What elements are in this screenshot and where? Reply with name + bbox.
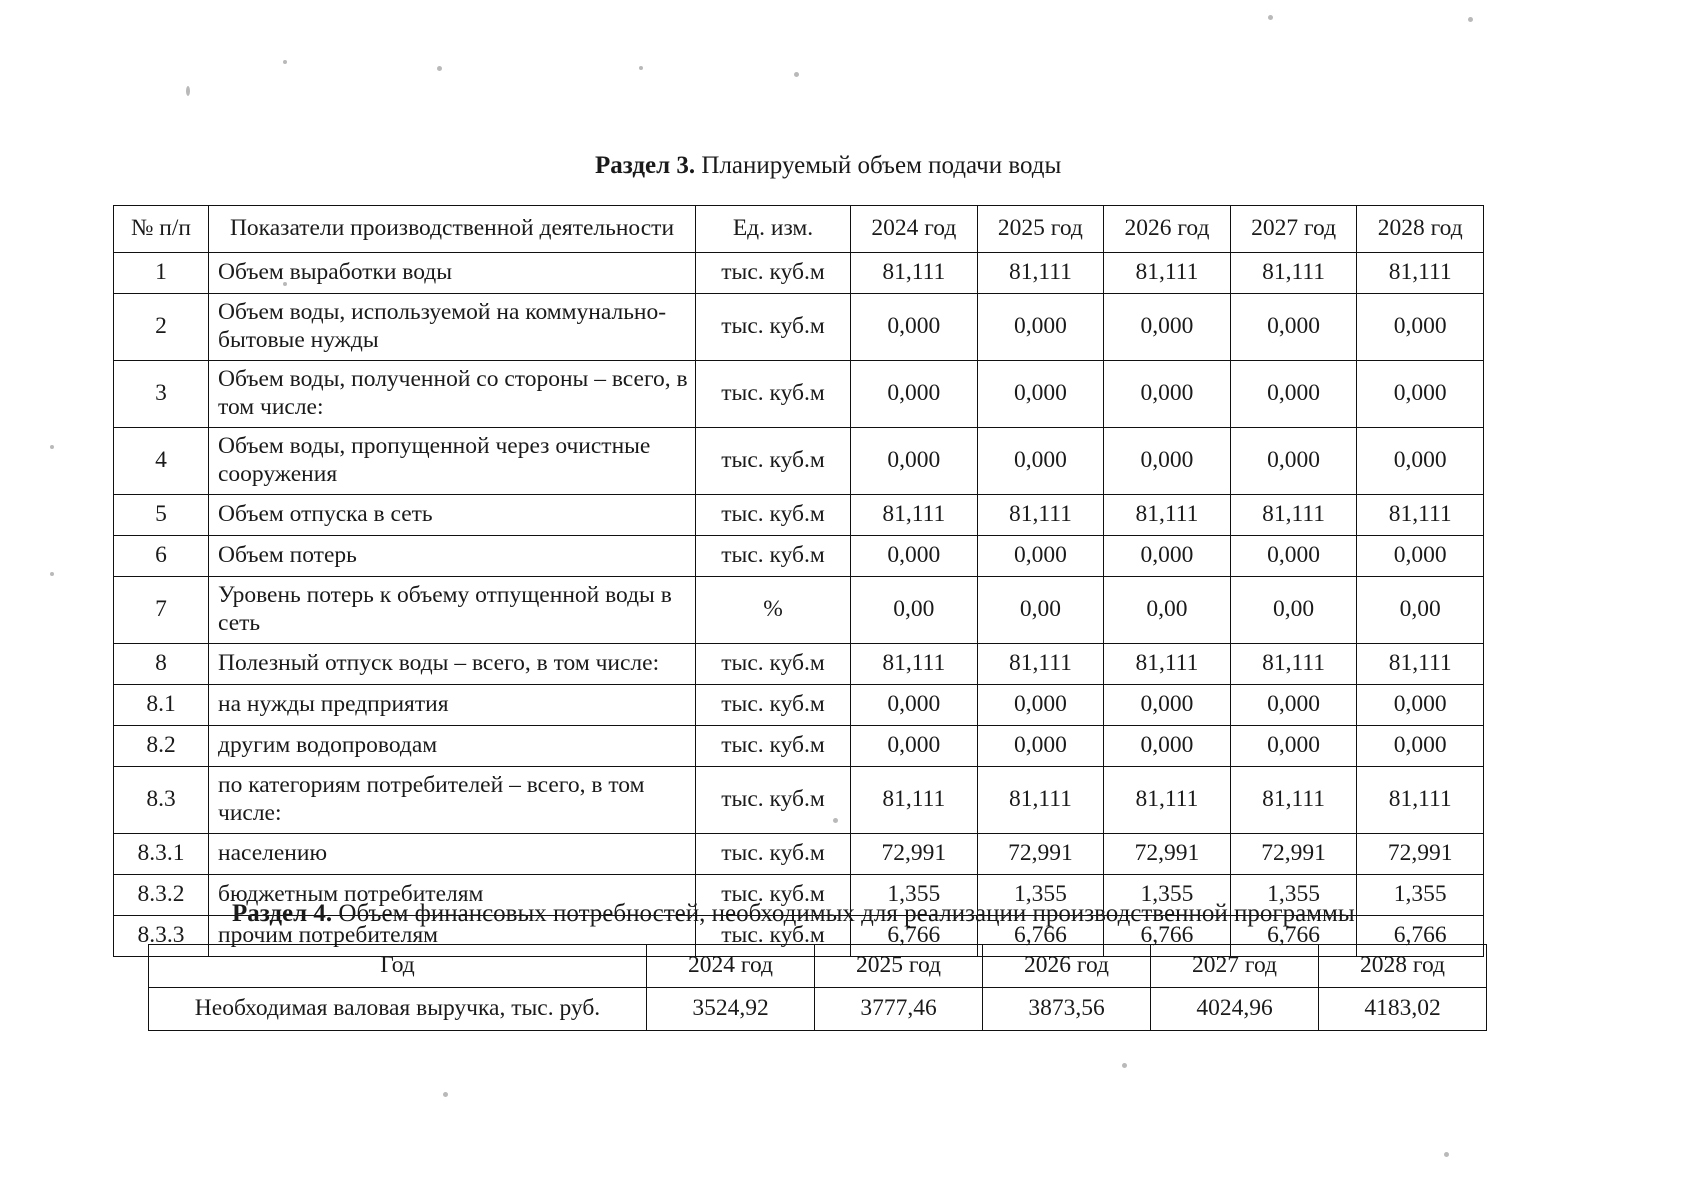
row-value-2025: 6,766 xyxy=(977,916,1104,957)
row-number: 5 xyxy=(114,495,209,536)
section-4-heading xyxy=(232,900,1355,928)
row-value-2025: 0,00 xyxy=(977,577,1104,644)
scan-speckle xyxy=(1468,17,1473,22)
row-indicator: Объем отпуска в сеть xyxy=(209,495,696,536)
row-value-2028: 81,111 xyxy=(1357,644,1484,685)
table-header-row xyxy=(114,206,1484,253)
row-value-2024: 81,111 xyxy=(851,253,978,294)
row-value-2025: 3777,46 xyxy=(815,988,983,1031)
row-value-2025: 0,000 xyxy=(977,536,1104,577)
row-value-2026: 3873,56 xyxy=(983,988,1151,1031)
row-value-2028: 0,000 xyxy=(1357,726,1484,767)
row-indicator: Объем воды, полученной со стороны – всего, в том числе: xyxy=(209,361,696,428)
row-value-2025: 72,991 xyxy=(977,834,1104,875)
row-value-2024: 81,111 xyxy=(851,495,978,536)
row-value-2025: 0,000 xyxy=(977,361,1104,428)
table-row xyxy=(114,495,1484,536)
table-row xyxy=(114,536,1484,577)
row-value-2025: 0,000 xyxy=(977,685,1104,726)
financial-needs-table xyxy=(148,944,1487,1031)
row-value-2028: 0,00 xyxy=(1357,577,1484,644)
column-header-year-2027: 2027 год xyxy=(1230,206,1357,253)
row-value-2024: 0,000 xyxy=(851,294,978,361)
scan-speckle xyxy=(186,86,190,96)
row-label: Необходимая валовая выручка, тыс. руб. xyxy=(149,988,647,1031)
row-number: 8.3.3 xyxy=(114,916,209,957)
section-4-lead: Раздел 4. xyxy=(232,900,333,927)
column-header-year-2025: 2025 год xyxy=(977,206,1104,253)
row-value-2028: 0,000 xyxy=(1357,294,1484,361)
scan-speckle xyxy=(283,60,287,64)
row-value-2027: 1,355 xyxy=(1230,875,1357,916)
row-unit: тыс. куб.м xyxy=(696,361,851,428)
row-value-2027: 0,000 xyxy=(1230,428,1357,495)
row-unit: тыс. куб.м xyxy=(696,253,851,294)
row-value-2025: 0,000 xyxy=(977,294,1104,361)
row-value-2026: 6,766 xyxy=(1104,916,1231,957)
row-value-2024: 0,000 xyxy=(851,361,978,428)
row-unit: тыс. куб.м xyxy=(696,767,851,834)
row-value-2027: 0,000 xyxy=(1230,685,1357,726)
row-number: 8.3 xyxy=(114,767,209,834)
row-value-2025: 0,000 xyxy=(977,726,1104,767)
row-value-2026: 72,991 xyxy=(1104,834,1231,875)
row-indicator: Полезный отпуск воды – всего, в том числе: xyxy=(209,644,696,685)
planned-water-supply-table xyxy=(113,205,1484,957)
scan-speckle xyxy=(639,66,643,70)
row-indicator: населению xyxy=(209,834,696,875)
row-value-2026: 81,111 xyxy=(1104,495,1231,536)
row-indicator: другим водопроводам xyxy=(209,726,696,767)
row-value-2024: 3524,92 xyxy=(647,988,815,1031)
row-value-2027: 81,111 xyxy=(1230,253,1357,294)
column-header-indicator: Показатели производственной деятельности xyxy=(209,206,696,253)
column-header-year-2024: 2024 год xyxy=(647,945,815,988)
scan-speckle xyxy=(1268,15,1273,20)
row-value-2026: 1,355 xyxy=(1104,875,1231,916)
row-value-2024: 0,000 xyxy=(851,685,978,726)
row-unit: тыс. куб.м xyxy=(696,726,851,767)
scan-speckle xyxy=(1122,1063,1127,1068)
row-unit: тыс. куб.м xyxy=(696,428,851,495)
row-indicator: по категориям потребителей – всего, в том числе: xyxy=(209,767,696,834)
row-unit: % xyxy=(696,577,851,644)
row-number: 8.1 xyxy=(114,685,209,726)
column-header-year-label: Год xyxy=(149,945,647,988)
row-value-2027: 4024,96 xyxy=(1151,988,1319,1031)
row-value-2026: 0,000 xyxy=(1104,361,1231,428)
scan-speckle xyxy=(437,66,442,71)
row-value-2026: 0,000 xyxy=(1104,726,1231,767)
row-value-2027: 6,766 xyxy=(1230,916,1357,957)
column-header-year-2024: 2024 год xyxy=(851,206,978,253)
row-value-2026: 81,111 xyxy=(1104,767,1231,834)
table-row xyxy=(114,253,1484,294)
scan-speckle xyxy=(443,1092,448,1097)
row-value-2028: 4183,02 xyxy=(1319,988,1487,1031)
table-row xyxy=(114,834,1484,875)
row-value-2024: 6,766 xyxy=(851,916,978,957)
column-header-year-2027: 2027 год xyxy=(1151,945,1319,988)
column-header-year-2026: 2026 год xyxy=(1104,206,1231,253)
row-value-2024: 81,111 xyxy=(851,767,978,834)
table-row xyxy=(114,767,1484,834)
row-number: 8 xyxy=(114,644,209,685)
row-number: 8.3.2 xyxy=(114,875,209,916)
column-header-year-2025: 2025 год xyxy=(815,945,983,988)
scan-speckle xyxy=(50,572,54,576)
column-header-year-2028: 2028 год xyxy=(1319,945,1487,988)
section-3-heading xyxy=(595,152,1061,180)
row-value-2026: 0,000 xyxy=(1104,294,1231,361)
table-row xyxy=(114,644,1484,685)
row-value-2028: 0,000 xyxy=(1357,361,1484,428)
row-value-2024: 0,000 xyxy=(851,536,978,577)
row-indicator: на нужды предприятия xyxy=(209,685,696,726)
row-unit: тыс. куб.м xyxy=(696,685,851,726)
table-row xyxy=(149,988,1487,1031)
row-value-2027: 0,000 xyxy=(1230,361,1357,428)
row-number: 1 xyxy=(114,253,209,294)
scan-speckle xyxy=(794,72,799,77)
row-number: 3 xyxy=(114,361,209,428)
row-value-2025: 1,355 xyxy=(977,875,1104,916)
row-value-2024: 72,991 xyxy=(851,834,978,875)
scan-speckle xyxy=(1444,1152,1449,1157)
table-row xyxy=(114,428,1484,495)
row-number: 8.2 xyxy=(114,726,209,767)
table-row xyxy=(114,294,1484,361)
table-row xyxy=(114,361,1484,428)
row-unit: тыс. куб.м xyxy=(696,834,851,875)
row-value-2027: 0,00 xyxy=(1230,577,1357,644)
row-indicator: Уровень потерь к объему отпущенной воды в сеть xyxy=(209,577,696,644)
row-value-2024: 81,111 xyxy=(851,644,978,685)
row-value-2026: 81,111 xyxy=(1104,253,1231,294)
column-header-year-2028: 2028 год xyxy=(1357,206,1484,253)
row-indicator: Объем воды, пропущенной через очистные сооружения xyxy=(209,428,696,495)
row-value-2027: 81,111 xyxy=(1230,495,1357,536)
row-value-2024: 0,000 xyxy=(851,726,978,767)
row-value-2026: 0,000 xyxy=(1104,536,1231,577)
column-header-number: № п/п xyxy=(114,206,209,253)
table-row xyxy=(114,726,1484,767)
scan-speckle xyxy=(50,445,54,449)
row-unit: тыс. куб.м xyxy=(696,916,851,957)
row-unit: тыс. куб.м xyxy=(696,495,851,536)
row-unit: тыс. куб.м xyxy=(696,294,851,361)
table-row xyxy=(114,577,1484,644)
section-3-lead: Раздел 3. xyxy=(595,152,696,179)
row-value-2028: 1,355 xyxy=(1357,875,1484,916)
row-value-2026: 0,000 xyxy=(1104,685,1231,726)
section-3-title-text: Планируемый объем подачи воды xyxy=(695,152,1062,179)
row-value-2028: 81,111 xyxy=(1357,495,1484,536)
row-value-2024: 1,355 xyxy=(851,875,978,916)
table-body xyxy=(114,253,1484,957)
row-indicator: бюджетным потребителям xyxy=(209,875,696,916)
row-value-2028: 0,000 xyxy=(1357,685,1484,726)
row-indicator: прочим потребителям xyxy=(209,916,696,957)
row-unit: тыс. куб.м xyxy=(696,536,851,577)
row-number: 4 xyxy=(114,428,209,495)
row-value-2027: 72,991 xyxy=(1230,834,1357,875)
row-number: 2 xyxy=(114,294,209,361)
row-value-2026: 0,00 xyxy=(1104,577,1231,644)
row-value-2027: 81,111 xyxy=(1230,644,1357,685)
row-value-2024: 0,00 xyxy=(851,577,978,644)
row-unit: тыс. куб.м xyxy=(696,644,851,685)
table-header-row xyxy=(149,945,1487,988)
row-indicator: Объем воды, используемой на коммунально-бытовые нужды xyxy=(209,294,696,361)
row-number: 8.3.1 xyxy=(114,834,209,875)
table-body xyxy=(149,988,1487,1031)
column-header-year-2026: 2026 год xyxy=(983,945,1151,988)
row-value-2026: 0,000 xyxy=(1104,428,1231,495)
row-value-2028: 81,111 xyxy=(1357,767,1484,834)
row-unit: тыс. куб.м xyxy=(696,875,851,916)
row-value-2028: 72,991 xyxy=(1357,834,1484,875)
row-value-2025: 0,000 xyxy=(977,428,1104,495)
row-value-2027: 0,000 xyxy=(1230,294,1357,361)
row-value-2025: 81,111 xyxy=(977,644,1104,685)
row-number: 6 xyxy=(114,536,209,577)
row-indicator: Объем выработки воды xyxy=(209,253,696,294)
section-4-title-text: Объем финансовых потребностей, необходимых для реализации производственной программы xyxy=(332,900,1355,927)
row-value-2026: 81,111 xyxy=(1104,644,1231,685)
table-row xyxy=(114,685,1484,726)
row-value-2024: 0,000 xyxy=(851,428,978,495)
row-value-2027: 81,111 xyxy=(1230,767,1357,834)
row-indicator: Объем потерь xyxy=(209,536,696,577)
row-value-2028: 81,111 xyxy=(1357,253,1484,294)
row-value-2028: 0,000 xyxy=(1357,428,1484,495)
row-number: 7 xyxy=(114,577,209,644)
row-value-2025: 81,111 xyxy=(977,495,1104,536)
row-value-2028: 0,000 xyxy=(1357,536,1484,577)
column-header-unit: Ед. изм. xyxy=(696,206,851,253)
row-value-2028: 6,766 xyxy=(1357,916,1484,957)
row-value-2025: 81,111 xyxy=(977,253,1104,294)
row-value-2025: 81,111 xyxy=(977,767,1104,834)
row-value-2027: 0,000 xyxy=(1230,536,1357,577)
row-value-2027: 0,000 xyxy=(1230,726,1357,767)
